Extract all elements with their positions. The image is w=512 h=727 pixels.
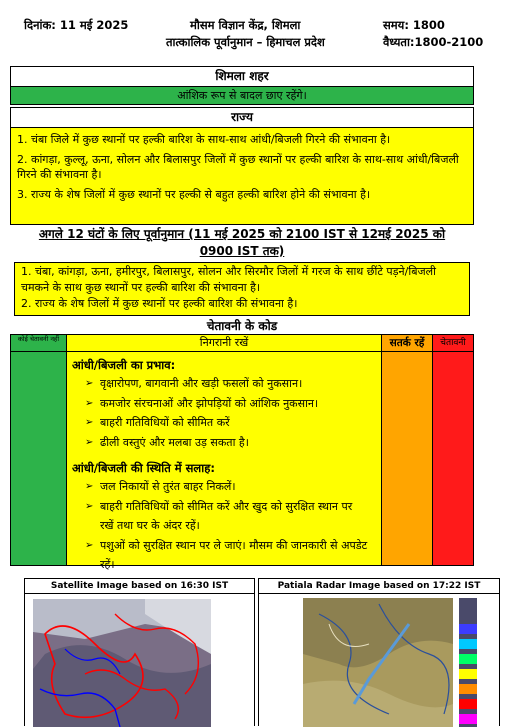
impact-text-4: ढीली वस्तुएं और मलबा उड़ सकता है। [100,435,249,449]
advice-list [67,477,381,575]
state-title: राज्य [10,107,474,128]
satellite-panel [24,578,255,726]
impact-item [85,374,381,394]
shimla-forecast: आंशिक रूप से बादल छाए रहेंगे। [10,86,474,105]
advice-text-1: जल निकायों से तुरंत बाहर निकलें। [100,480,236,493]
warning-column [432,351,474,566]
col-no-warning: कोई चेतावनी नहीं [10,334,67,352]
col-watch: निगरानी रखें [66,334,382,352]
radar-image [259,594,499,727]
radar-panel [258,578,500,726]
arrow-icon: ➢ [85,481,94,492]
office-name: मौसम विज्ञान केंद्र, शिमला [190,18,301,32]
col-warning: चेतावनी [432,334,474,352]
state-item-1: 1. चंबा जिले में कुछ स्थानों पर हल्की बारिश के साथ-साथ आंधी/बिजली गिरने की संभावना है। [17,133,391,146]
time-label: समय: 1800 [383,18,445,32]
impact-heading: आंधी/बिजली का प्रभाव: [72,358,176,372]
arrow-icon: ➢ [85,378,94,389]
advice-item [85,497,369,536]
warning-title: चेतावनी के कोड [206,319,278,333]
state-item-3: 3. राज्य के शेष जिलों में कुछ स्थानों पर हल्की से बहुत हल्की बारिश होने की संभावना है। [17,187,371,201]
watch-column [66,351,382,571]
arrow-icon: ➢ [85,436,94,448]
impact-item [85,394,381,414]
advice-text-3: पशुओं को सुरक्षित स्थान पर ले जाएं। मौसम की जानकारी से अपडेट रहें। [100,538,368,571]
next12-item-2: 2. राज्य के शेष जिलों में कुछ स्थानों पर हल्की बारिश की संभावना है। [21,297,298,310]
satellite-caption: Satellite Image based on 16:30 IST [25,579,254,594]
next12-title [10,226,474,260]
advice-item [85,536,369,575]
alert-column [381,351,433,566]
arrow-icon: ➢ [85,539,94,551]
impact-text-3: बाहरी गतिविधियों को सीमित करें [100,416,230,429]
next12-item-1: 1. चंबा, कांगड़ा, ऊना, हमीरपुर, बिलासपुर, सोलन और सिरमौर जिलों में गरज के साथ छींटे पड़ने/बिजली चमकने के साथ कुछ स्थानों पर हल्की बारिश की संभावना है। [21,265,436,294]
next12-title-line2: 0900 IST तक) [199,244,285,258]
arrow-icon: ➢ [85,500,94,512]
satellite-image [25,594,254,727]
impact-text-1: वृक्षारोपण, बागवानी और खड़ी फसलों को नुकसान। [100,377,303,390]
advice-text-2: बाहरी गतिविधियों को सीमित करें और खुद को सुरक्षित स्थान पर रखें तथा घर के अंदर रहें। [100,499,353,532]
date-label: दिनांक: 11 मई 2025 [24,18,129,32]
next12-title-line1: अगले 12 घंटों के लिए पूर्वानुमान (11 मई 2025 को 2100 IST से 12मई 2025 को [38,227,446,241]
state-item-2: 2. कांगड़ा, कुल्लू, ऊना, सोलन और बिलासपुर जिलों में कुछ स्थानों पर हल्की बारिश के साथ-साथ आंधी/बिजली गिरने की संभावना है। [17,152,459,181]
advice-item [85,477,369,497]
impact-item [85,413,381,433]
report-subtitle: तात्कालिक पूर्वानुमान – हिमाचल प्रदेश [166,35,325,49]
state-forecast-box [10,127,474,225]
validity-label: वैध्यता:1800-2100 [383,35,484,49]
no-warning-column [10,351,67,566]
advice-heading: आंधी/बिजली की स्थिति में सलाह: [72,461,215,475]
next12-forecast-box [14,262,470,316]
shimla-title: शिमला शहर [10,66,474,87]
arrow-icon: ➢ [85,417,94,428]
arrow-icon: ➢ [85,397,94,409]
impact-item [85,433,381,453]
radar-caption: Patiala Radar Image based on 17:22 IST [259,579,499,594]
impact-list [67,374,381,452]
col-alert: सतर्क रहें [381,334,433,352]
impact-text-2: कमजोर संरचनाओं और झोपड़ियों को आंशिक नुकसान। [100,396,319,410]
